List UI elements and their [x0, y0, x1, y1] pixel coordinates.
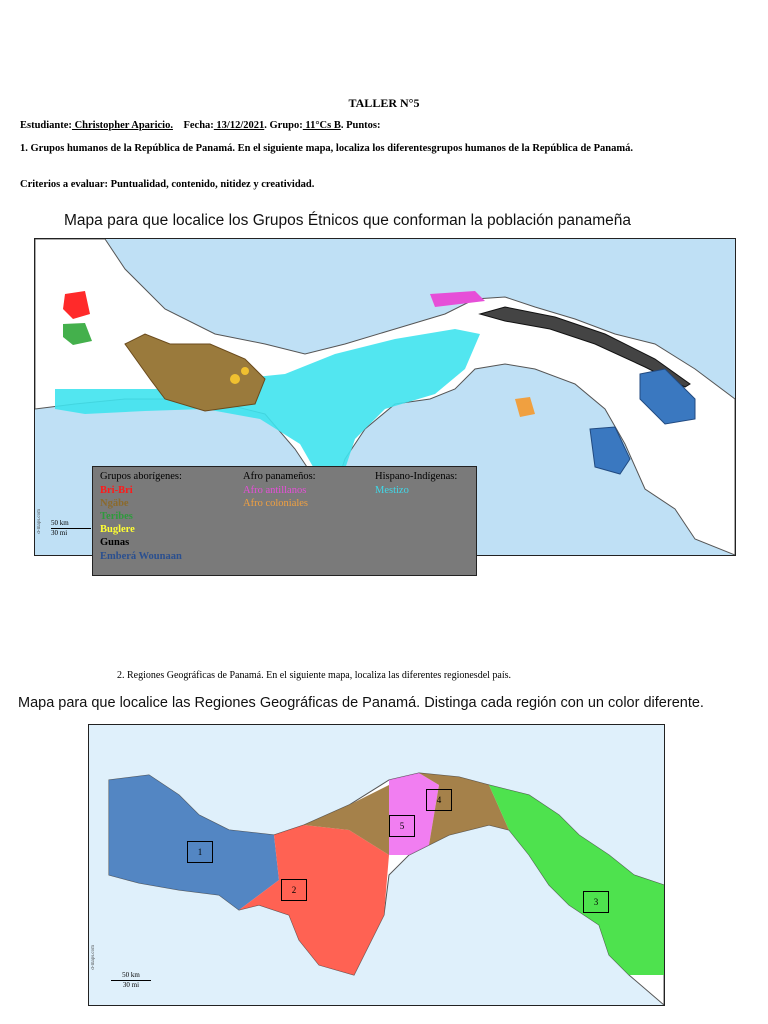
scale-km: 50 km: [111, 971, 151, 981]
group-value: 11°Cs B: [302, 120, 341, 131]
student-name: Christopher Aparicio.: [71, 120, 173, 131]
region-1-label: 1: [187, 841, 213, 863]
buglere-area: [241, 367, 249, 375]
criteria-text: Criterios a evaluar: Puntualidad, contenido, nitidez y creatividad.: [20, 179, 315, 190]
legend-teribes: Teribes: [100, 511, 133, 522]
legend-hispano-header: Hispano-Indígenas:: [375, 471, 458, 482]
region-5-label: 5: [389, 815, 415, 837]
buglere-area: [230, 374, 240, 384]
legend-afro-antillanos: Afro antillanos: [243, 485, 307, 496]
group-label: . Grupo:: [264, 120, 303, 131]
student-info-line: [20, 120, 700, 132]
worksheet-title: TALLER N°5: [348, 96, 420, 110]
legend-ngabe: Ngäbe: [100, 498, 129, 509]
map-watermark: d-maps.com: [37, 509, 42, 534]
ethnic-legend: [92, 466, 477, 576]
scale-mi: 30 mi: [51, 529, 68, 537]
points-label: . Puntos:: [340, 120, 381, 131]
regions-map: [88, 724, 665, 1006]
date-label: Fecha:: [183, 120, 214, 131]
regions-map-title: Mapa para que localice las Regiones Geográficas de Panamá. Distinga cada región con un color diferente.: [18, 695, 704, 711]
region-2-label: 2: [281, 879, 307, 901]
scale-km: 50 km: [51, 519, 91, 529]
ethnic-map-title: Mapa para que localice los Grupos Étnicos que conforman la población panameña: [64, 212, 631, 229]
legend-embera: Emberá Wounaan: [100, 551, 182, 562]
region-4-label: 4: [426, 789, 452, 811]
legend-afro-coloniales: Afro coloniales: [243, 498, 309, 509]
legend-gunas: Gunas: [100, 537, 130, 548]
legend-bribri: Bri-Bri: [100, 485, 133, 496]
legend-afro-header: Afro panameños:: [243, 471, 316, 482]
scale-bar: [51, 519, 91, 538]
question-1-text: 1. Grupos humanos de la República de Panamá. En el siguiente mapa, localiza los diferentesgrupos humanos de la República de Panamá.: [20, 143, 633, 154]
regions-map-svg: [89, 725, 664, 1005]
scale-bar: [111, 971, 151, 990]
question-2-text: 2. Regiones Geográficas de Panamá. En el siguiente mapa, localiza las diferentes regionesdel país.: [117, 670, 512, 681]
student-label: Estudiante:: [20, 120, 72, 131]
region-3-label: 3: [583, 891, 609, 913]
map-watermark: d-maps.com: [91, 945, 96, 970]
legend-buglere: Buglere: [100, 524, 135, 535]
scale-mi: 30 mi: [122, 981, 140, 989]
legend-mestizo: Mestizo: [375, 485, 409, 496]
legend-aborigenes-header: Grupos aborígenes:: [100, 471, 182, 482]
date-value: 13/12/2021: [213, 120, 265, 131]
